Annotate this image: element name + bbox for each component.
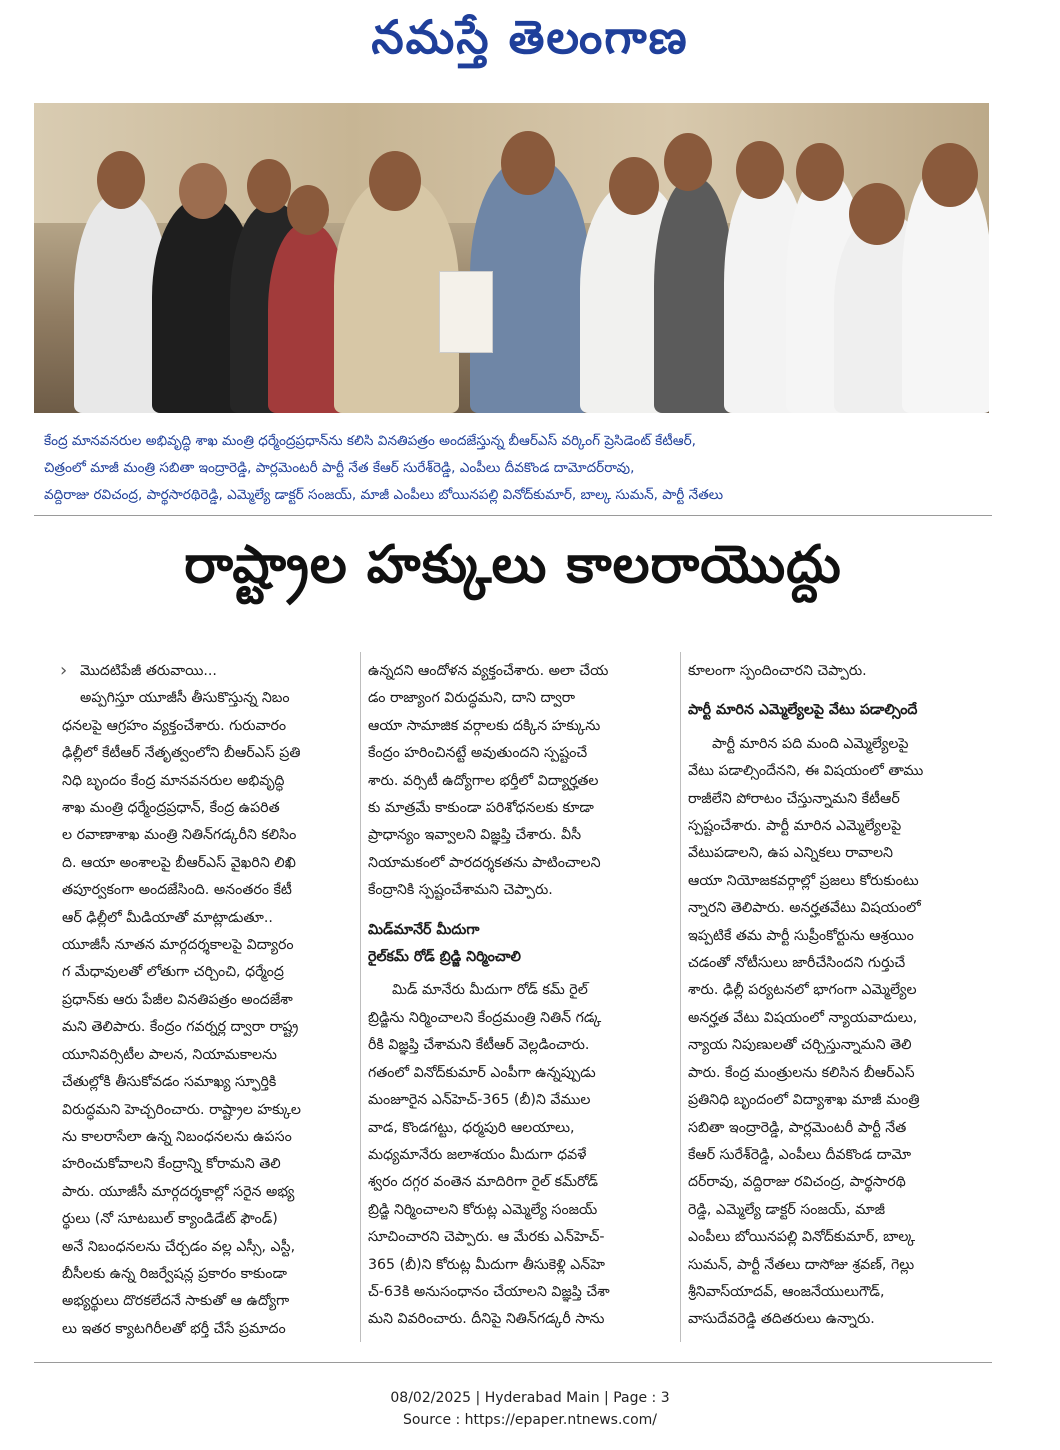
text-line: దర్‌రావు, వద్దిరాజు రవిచంద్ర, పార్థసారథి bbox=[688, 1174, 906, 1191]
text-line: కేంద్రానికి స్పష్టంచేశామని చెప్పారు. bbox=[368, 882, 553, 899]
text-line: గ మేధావులతో లోతుగా చర్చించి, ధర్మేంద్ర bbox=[62, 964, 284, 981]
text-line: న్యాయ నిపుణులతో చర్చిస్తున్నామని తెలి bbox=[688, 1037, 912, 1054]
text-line: బ్రిడ్జిను నిర్మించాలని కేంద్రమంత్రి నితిన్‌ గడ్క bbox=[368, 1009, 602, 1026]
text-line: న్నారని తెలిపారు. అనర్హతవేటు విషయంలో bbox=[688, 900, 921, 917]
text-line: వాడ, కొండగట్టు, ధర్మపురి ఆలయాలు, bbox=[368, 1119, 575, 1136]
article-column-1 bbox=[62, 658, 352, 1343]
subheading-line: రైల్‌కమ్‌ రోడ్‌ బ్రిడ్జి నిర్మించాలి bbox=[368, 949, 521, 966]
text-line: ను కాలరాసేలా ఉన్న నిబంధనలను ఉపసం bbox=[62, 1128, 292, 1145]
text-line: సూచించారని చెప్పారు. ఆ మేరకు ఎన్‌హెచ్‌- bbox=[368, 1229, 605, 1246]
person-head bbox=[796, 143, 844, 201]
person-head bbox=[97, 151, 145, 209]
text-line: అనర్హత వేటు విషయంలో న్యాయవాదులు, bbox=[688, 1009, 918, 1026]
text-line: శారు. వర్సిటీ ఉద్యోగాల భర్తీలో విద్యార్హతల bbox=[368, 772, 599, 789]
text-line: స్పష్టంచేశారు. పార్టీ మారిన ఎమ్మెల్యేలపై bbox=[688, 818, 902, 835]
text-line: ఇప్పటికే తమ పార్టీ సుప్రీంకోర్టును ఆశ్రయిం bbox=[688, 927, 914, 944]
column-divider bbox=[680, 652, 681, 1342]
text-line: అనే నిబంధనలను చేర్చడం వల్ల ఎస్సీ, ఎస్టీ, bbox=[62, 1238, 296, 1255]
text-line: డం రాజ్యాంగ విరుద్ధమని, దాని ద్వారా bbox=[368, 690, 576, 707]
person-head bbox=[501, 131, 555, 195]
article-column-3 bbox=[688, 658, 988, 1334]
memorandum-paper bbox=[439, 271, 493, 353]
person-head bbox=[736, 141, 784, 199]
text-line: ఢిల్లీలో కేటీఆర్‌ నేతృత్వంలోని బీఆర్‌ఎస్‌ ప్రతి bbox=[62, 745, 301, 762]
text-line: లు ఇతర క్యాటగిరీలతో భర్తీ చేసే ప్రమాదం bbox=[62, 1320, 286, 1337]
text-line: ధనలపై ఆగ్రహం వ్యక్తంచేశారు. గురువారం bbox=[62, 717, 287, 734]
text-line: కేఆర్‌ సురేశ్‌రెడ్డి, ఎంపీలు దీవకొండ దామో bbox=[688, 1146, 912, 1163]
text-line: చడంతో నోటీసులు జారీచేసిందని గుర్తుచే bbox=[688, 955, 906, 972]
text-line: నియామకంలో పారదర్శకతను పాటించాలని bbox=[368, 854, 601, 871]
text-line: ఆయా నియోజకవర్గాల్లో ప్రజలు కోరుకుంటు bbox=[688, 872, 919, 889]
text-line: కేంద్రం హరించినట్టే అవుతుందని స్పష్టంచే bbox=[368, 745, 588, 762]
text-line: ప్రాధాన్యం ఇవ్వాలని విజ్ఞప్తి చేశారు. వీసీ bbox=[368, 827, 582, 844]
chevron-right-icon: › bbox=[60, 660, 68, 681]
person-head bbox=[247, 159, 291, 213]
text-line: కు మాత్రమే కాకుండా పరిశోధనలకు కూడా bbox=[368, 800, 594, 817]
subheading-line: పార్టీ మారిన ఎమ్మెల్యేలపై వేటు పడాల్సిందే bbox=[688, 702, 918, 719]
footer-source-link[interactable]: Source : https://epaper.ntnews.com/ bbox=[402, 1412, 658, 1428]
article-column-2 bbox=[368, 658, 674, 1334]
text-line: చ్‌-63కి అనుసంధానం చేయాలని విజ్ఞప్తి చేశా bbox=[368, 1283, 610, 1300]
text-line: బ్రిడ్జి నిర్మించాలని కోరుట్ల ఎమ్మెల్యే సంజయ్‌ bbox=[368, 1201, 598, 1218]
text-line: అప్పగిస్తూ యూజీసీ తీసుకొస్తున్న నిబం bbox=[80, 690, 290, 707]
text-line: అభ్యర్థులు దొరకలేదనే సాకుతో ఆ ఉద్యోగా bbox=[62, 1293, 290, 1310]
column-divider bbox=[360, 652, 361, 1342]
continued-label: మొదటిపేజీ తరువాయి... bbox=[80, 663, 217, 679]
person-silhouette bbox=[654, 178, 734, 413]
text-line: ది. ఆయా అంశాలపై బీఆర్‌ఎస్‌ వైఖరిని లిఖి bbox=[62, 854, 296, 871]
person-head bbox=[369, 151, 421, 211]
text-line: శాఖ మంత్రి ధర్మేంద్రప్రధాన్‌, కేంద్ర ఉపరిత bbox=[62, 800, 280, 817]
text-line: పార్టీ మారిన పది మంది ఎమ్మెల్యేలపై bbox=[712, 735, 909, 752]
text-line: వేటు పడాల్సిందేనని, ఈ విషయంలో తాము bbox=[688, 763, 924, 780]
text-line: యూజీసీ నూతన మార్గదర్శకాలపై విద్యారం bbox=[62, 937, 294, 954]
person-head bbox=[664, 133, 712, 191]
text-line: తపూర్వకంగా అందజేసింది. అనంతరం కేటీ bbox=[62, 882, 292, 899]
text-line: సబితా ఇంద్రారెడ్డి, పార్లమెంటరీ పార్టీ నేత bbox=[688, 1119, 907, 1136]
text-line: వాసుదేవరెడ్డి తదితరులు ఉన్నారు. bbox=[688, 1311, 875, 1328]
person-head bbox=[287, 185, 329, 235]
text-line: మంజూరైన ఎన్‌హెచ్‌-365 (బీ)ని వేముల bbox=[368, 1092, 591, 1109]
masthead-title: నమస్తే తెలంగాణ bbox=[371, 10, 689, 64]
person-head bbox=[849, 183, 905, 245]
text-line: ఆయా సామాజిక వర్గాలకు దక్కిన హక్కును bbox=[368, 717, 601, 734]
caption-line: వద్దిరాజు రవిచంద్ర, పార్థసారథిరెడ్డి, ఎమ్మెల్యే డాక్టర్‌ సంజయ్‌, మాజీ ఎంపీలు బోయినపల్లి వినోద్‌కుమార్‌, బాల్క సుమన్‌, పార్టీ నేతలు bbox=[44, 487, 724, 503]
text-line: విరుద్ధమని హెచ్చరించారు. రాష్ట్రాల హక్కుల bbox=[62, 1101, 301, 1118]
text-line: శ్రీనివాస్‌యాదవ్‌, ఆంజనేయులుగౌడ్‌, bbox=[688, 1283, 885, 1300]
text-line: హరించుకోవాలని కేంద్రాన్ని కోరామని తెలి bbox=[62, 1156, 281, 1173]
text-line: ర్థులు (నో సూటబుల్‌ క్యాండిడేట్‌ ఫౌండ్‌) bbox=[62, 1211, 278, 1228]
text-line: శ్వరం దగ్గర వంతెన మాదిరిగా రైల్‌ కమ్‌రోడ్‌ bbox=[368, 1174, 599, 1191]
caption-line: కేంద్ర మానవనరుల అభివృద్ధి శాఖ మంత్రి ధర్మేంద్రప్రధాన్‌ను కలిసి వినతిపత్రం అందజేస్తున్న బీఆర్‌ఎస్‌ వర్కింగ్‌ ప్రెసిడెంట్‌ కేటీఆర్‌, bbox=[44, 433, 696, 449]
text-line: ఉన్నదని ఆందోళన వ్యక్తంచేశారు. అలా చేయ bbox=[368, 663, 609, 679]
person-head bbox=[179, 163, 227, 219]
text-line: ప్రధాన్‌కు ఆరు పేజీల వినతిపత్రం అందజేశా bbox=[62, 991, 293, 1008]
text-line: కూలంగా స్పందించారని చెప్పారు. bbox=[688, 663, 867, 679]
text-line: బీసీలకు ఉన్న రిజర్వేషన్ల ప్రకారం కాకుండా bbox=[62, 1265, 287, 1282]
article-headline: రాష్ట్రాల హక్కులు కాలరాయొద్దు bbox=[184, 535, 842, 595]
footer-divider bbox=[34, 1362, 992, 1363]
text-line: మధ్యమానేరు జలాశయం మీదుగా ధవళే bbox=[368, 1146, 587, 1163]
text-line: రెడ్డి, ఎమ్మెల్యే డాక్టర్‌ సంజయ్‌, మాజీ bbox=[688, 1201, 886, 1218]
text-line: యూనివర్సిటీల పాలన, నియామకాలను bbox=[62, 1046, 277, 1063]
subheading-line: మిడ్‌మానేర్‌ మీదుగా bbox=[368, 921, 480, 938]
text-line: రీకి విజ్ఞప్తి చేశామని కేటీఆర్‌ వెల్లడించారు. bbox=[368, 1037, 590, 1054]
text-line: 365 (బీ)ని కోరుట్ల మీదుగా తీసుకెళ్లి ఎన్‌హె bbox=[368, 1256, 605, 1273]
person-head bbox=[922, 143, 978, 207]
caption-line: చిత్రంలో మాజీ మంత్రి సబితా ఇంద్రారెడ్డి, పార్లమెంటరీ పార్టీ నేత కేఆర్‌ సురేశ్‌రెడ్డి, ఎంపీలు దీవకొండ దామోదర్‌రావు, bbox=[44, 460, 635, 476]
text-line: వేటుపడాలని, ఉప ఎన్నికలు రావాలని bbox=[688, 845, 893, 862]
text-line: పారు. కేంద్ర మంత్రులను కలిసిన బీఆర్‌ఎస్‌ bbox=[688, 1064, 915, 1081]
photo-caption bbox=[44, 428, 994, 509]
group-photo bbox=[34, 103, 989, 413]
text-line: మని వివరించారు. దీనిపై నితిన్‌గడ్కరీ సాను bbox=[368, 1311, 605, 1328]
text-line: గతంలో వినోద్‌కుమార్‌ ఎంపీగా ఉన్నప్పుడు bbox=[368, 1064, 596, 1081]
text-line: మిడ్‌ మానేరు మీదుగా రోడ్‌ కమ్‌ రైల్‌ bbox=[392, 982, 588, 999]
footer-date-edition: 08/02/2025 | Hyderabad Main | Page : 3 bbox=[390, 1390, 670, 1406]
text-line: సుమన్‌, పార్టీ నేతలు దాసోజు శ్రవణ్‌, గెల్లు bbox=[688, 1256, 915, 1273]
text-line: చేతుల్లోకి తీసుకోవడం సమాఖ్య స్ఫూర్తికి bbox=[62, 1074, 277, 1091]
text-line: ప్రతినిధి బృందంలో విద్యాశాఖ మాజీ మంత్రి bbox=[688, 1092, 920, 1109]
person-head bbox=[609, 157, 659, 215]
text-line: మని తెలిపారు. కేంద్రం గవర్నర్ల ద్వారా రాష్ట్ర bbox=[62, 1019, 299, 1036]
text-line: ల రవాణాశాఖ మంత్రి నితిన్‌గడ్కరీని కలిసిం bbox=[62, 827, 297, 844]
text-line: శారు. ఢిల్లీ పర్యటనలో భాగంగా ఎమ్మెల్యేల bbox=[688, 982, 917, 999]
text-line: ఎంపీలు బోయినపల్లి వినోద్‌కుమార్‌, బాల్క bbox=[688, 1229, 916, 1246]
text-line: పారు. యూజీసీ మార్గదర్శకాల్లో సరైన అభ్య bbox=[62, 1183, 295, 1200]
text-line: నిధి బృందం కేంద్ర మానవనరుల అభివృద్ధి bbox=[62, 772, 285, 789]
caption-divider bbox=[34, 515, 992, 516]
text-line: రాజీలేని పోరాటం చేస్తున్నామని కేటీఆర్‌ bbox=[688, 790, 900, 807]
text-line: ఆర్‌ ఢిల్లీలో మీడియాతో మాట్లాడుతూ.. bbox=[62, 909, 273, 926]
